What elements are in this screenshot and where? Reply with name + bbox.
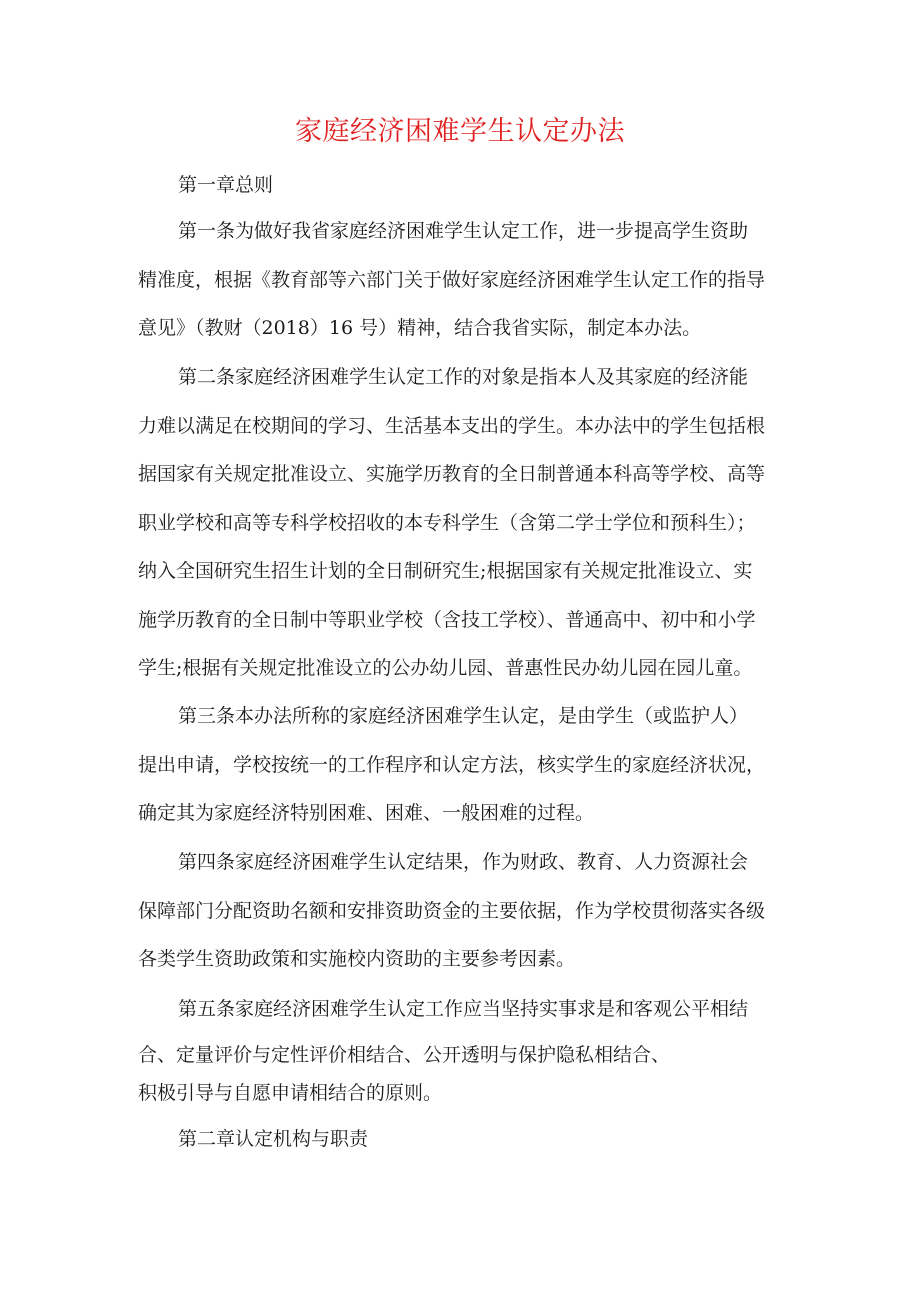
article-5-line-2: 合、定量评价与定性评价相结合、公开透明与保护隐私相结合、 — [138, 1043, 671, 1066]
article-5-line-1: 第五条家庭经济困难学生认定工作应当坚持实事求是和客观公平相结 — [178, 998, 749, 1020]
article-1-line-3: 意见》（教财（2018）16 号）精神，结合我省实际，制定本办法。 — [138, 317, 702, 339]
article-3-line-1: 第三条本办法所称的家庭经济困难学生认定，是由学生（或监护人） — [178, 705, 749, 727]
document-title: 家庭经济困难学生认定办法 — [295, 116, 625, 147]
article-2-line-2: 力难以满足在校期间的学习、生活基本支出的学生。本办法中的学生包括根 — [138, 414, 766, 437]
article-2-line-1: 第二条家庭经济困难学生认定工作的对象是指本人及其家庭的经济能 — [178, 366, 749, 388]
article-2-line-6: 施学历教育的全日制中等职业学校（含技工学校）、普通高中、初中和小学 — [138, 608, 756, 631]
article-2-line-4: 职业学校和高等专科学校招收的本专科学生（含第二学士学位和预科生）； — [138, 511, 756, 534]
article-1 — [138, 207, 798, 353]
article-1-line-2: 精准度，根据《教育部等六部门关于做好家庭经济困难学生认定工作的指导 — [138, 268, 766, 291]
article-4-line-3: 各类学生资助政策和实施校内资助的主要参考因素。 — [138, 948, 576, 970]
article-2-line-3: 据国家有关规定批准设立、实施学历教育的全日制普通本科高等学校、高等 — [138, 463, 766, 485]
article-5-line-3: 积极引导与自愿申请相结合的原则。 — [138, 1081, 443, 1104]
article-4 — [138, 838, 798, 984]
article-2 — [138, 353, 798, 693]
article-3-line-2: 提出申请，学校按统一的工作程序和认定方法，核实学生的家庭经济状况， — [138, 753, 766, 776]
article-4-line-1: 第四条家庭经济困难学生认定结果，作为财政、教育、人力资源社会 — [178, 851, 749, 873]
article-2-line-5: 纳入全国研究生招生计划的全日制研究生;根据国家有关规定批准设立、实 — [138, 560, 753, 582]
article-4-line-2: 保障部门分配资助名额和安排资助资金的主要依据，作为学校贯彻落实各级 — [138, 899, 766, 922]
chapter-heading-1: 第一章总则 — [178, 174, 274, 196]
article-5 — [138, 985, 798, 1110]
article-2-line-7: 学生;根据有关规定批准设立的公办幼儿园、普惠性民办幼儿园在园儿童。 — [138, 657, 753, 679]
article-3 — [138, 692, 798, 838]
article-3-line-3: 确定其为家庭经济特别困难、困难、一般困难的过程。 — [138, 802, 595, 824]
article-1-line-1: 第一条为做好我省家庭经济困难学生认定工作，进一步提高学生资助 — [178, 220, 749, 242]
chapter-heading-2: 第二章认定机构与职责 — [178, 1128, 369, 1150]
